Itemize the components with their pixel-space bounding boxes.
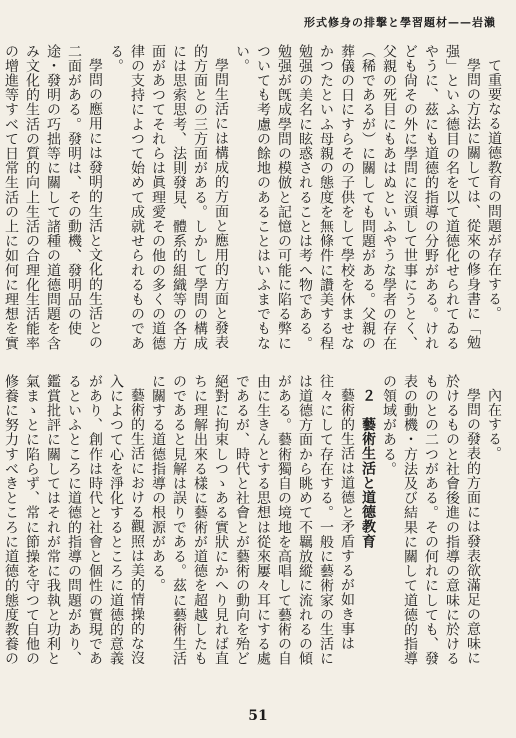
paragraph: 內在する。: [486, 388, 502, 461]
paragraph: 藝術的生活における觀照は美的情操的な沒入によつて心を淨化するところに道德的意義があり、創作は時代と社會と個性の實現であるといふところに道德的指導の問題があり、鑑賞批評に關してはそれが常に我執と功利と氣まゝとに陷らず、常に節操を守つて自他の修養に努力すべきところに道德的態度教養の: [3, 374, 145, 666]
paragraph: 藝術的生活は道德と矛盾するが如き事は往々にして存在する。一般に藝術家の生活には道德方面から眺めて不羈放縱に流れるの傾がある。藝術獨自の境地を高唱して藝術の自由に生きんとする思想は從來屢々耳にする處であるが、時代と社會とが藝術の動向を殆ど絕對に拘束しつゝある實狀にかへり見れば直ちに理解出來る樣に藝術が道德を超越したものであると見解は誤りである。茲に藝術生活に關する道德指導の根源がある。: [150, 374, 355, 666]
paragraph: 學問の應用には發明的生活と文化的生活との二面がある。發明は、その動機、發明品の使途・發明の巧拙等に關して諸種の道德問題を含み文化的生活の質的向上生活の合理化生活能率の增進等すべて日常生活の上に如何に理想を實: [3, 44, 103, 351]
running-head: 形式修身の排撃と學習題材——岩瀨: [304, 16, 496, 29]
paragraph: 學問の發表的方面には發表欲滿足の意味に於けるものと社會後進の指導の意味に於けるものとの二つがある。その何れにしても、發表の動機・方法及び結果に關して道德的指導の領域がある。: [381, 374, 481, 666]
paragraph: て重要なる道德教育の問題が存在する。: [486, 58, 502, 321]
upper-text-block: [3, 44, 504, 354]
column-divider: [12, 362, 504, 363]
paragraph: 學問の方法に關しては、從來の修身書に「勉强」といふ德目の名を以て道德化せられてゐるやうに、茲にも道德的指導の分野がある。けれども尙その外に學問に沒頭して世事にうとく、父親の死目にもあはぬといふやうな學者の存在（稀であるが）に關しても問題がある。父親の葬儀の日にすらその子供をして學校を休ませなかつたといふ母親の態度を無條件に讚美する程勉强の美名に眩惑されることは考へ物である。勉强が旣成學問の模倣と記憶の可能に陷る弊についても考慮の餘地のあることはいふまでもない。: [234, 44, 481, 351]
page-number: 51: [248, 708, 268, 724]
paragraph: 學問生活には構成的方面と應用的方面と發表的方面との三方面がある。しかして學問の構成には思索思考、法則發見、體系的組織等の各方面があつてそれらは眞理愛その他の多くの道德律の支持によつて始めて成就せられるものである。: [108, 44, 229, 351]
section-heading: ２ 藝術生活と道德教育: [360, 388, 376, 549]
lower-text-block: [3, 374, 504, 674]
